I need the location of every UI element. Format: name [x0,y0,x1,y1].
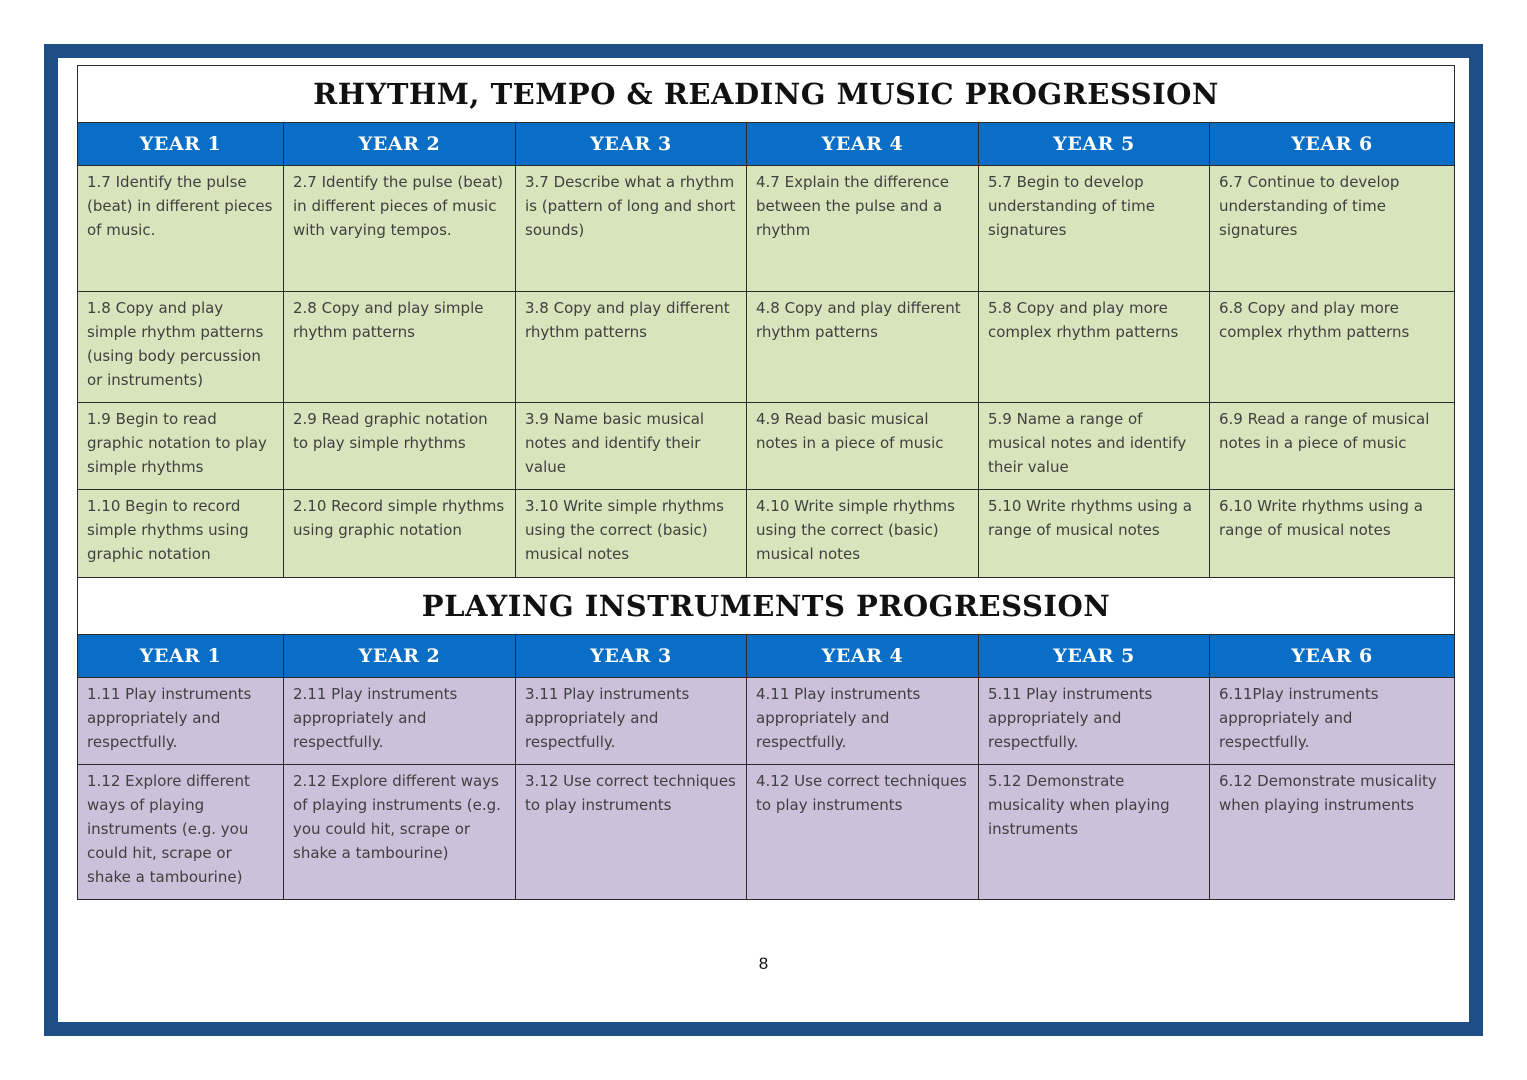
table-cell: 1.8 Copy and play simple rhythm patterns (using body percussion or instruments) [78,292,284,403]
year-header: YEAR 5 [979,123,1210,166]
year-header: YEAR 1 [78,635,284,678]
page-number: 8 [758,954,769,973]
table-cell: 3.12 Use correct techniques to play instruments [516,765,747,900]
table-cell: 1.11 Play instruments appropriately and respectfully. [78,678,284,765]
year-header-row [78,123,1455,166]
table-cell: 2.7 Identify the pulse (beat) in different pieces of music with varying tempos. [284,166,516,292]
table-cell: 4.8 Copy and play different rhythm patterns [747,292,979,403]
table-cell: 5.11 Play instruments appropriately and respectfully. [979,678,1210,765]
table-cell: 2.9 Read graphic notation to play simple rhythms [284,403,516,490]
year-header: YEAR 2 [284,635,516,678]
section-title-row [78,66,1455,123]
year-header: YEAR 4 [747,123,979,166]
table-row [78,490,1455,578]
year-header: YEAR 3 [516,123,747,166]
table-cell: 6.12 Demonstrate musicality when playing instruments [1210,765,1455,900]
year-header: YEAR 6 [1210,635,1455,678]
table-cell: 6.8 Copy and play more complex rhythm patterns [1210,292,1455,403]
table-cell: 4.11 Play instruments appropriately and respectfully. [747,678,979,765]
table-cell: 5.10 Write rhythms using a range of musical notes [979,490,1210,578]
table-cell: 6.11Play instruments appropriately and respectfully. [1210,678,1455,765]
table-cell: 4.9 Read basic musical notes in a piece of music [747,403,979,490]
year-header-row [78,635,1455,678]
table-cell: 2.12 Explore different ways of playing instruments (e.g. you could hit, scrape or shake a tambourine) [284,765,516,900]
table-cell: 6.10 Write rhythms using a range of musical notes [1210,490,1455,578]
table-cell: 6.7 Continue to develop understanding of time signatures [1210,166,1455,292]
table-cell: 1.12 Explore different ways of playing instruments (e.g. you could hit, scrape or shake a tambourine) [78,765,284,900]
table-cell: 1.7 Identify the pulse (beat) in different pieces of music. [78,166,284,292]
table-row [78,403,1455,490]
table-cell: 5.12 Demonstrate musicality when playing instruments [979,765,1210,900]
year-header: YEAR 3 [516,635,747,678]
year-header: YEAR 5 [979,635,1210,678]
table-row [78,166,1455,292]
table-cell: 1.10 Begin to record simple rhythms using graphic notation [78,490,284,578]
table-cell: 1.9 Begin to read graphic notation to play simple rhythms [78,403,284,490]
table-cell: 4.10 Write simple rhythms using the correct (basic) musical notes [747,490,979,578]
year-header: YEAR 6 [1210,123,1455,166]
table-row [78,292,1455,403]
section-title: RHYTHM, TEMPO & READING MUSIC PROGRESSION [78,66,1455,123]
table-cell: 4.12 Use correct techniques to play instruments [747,765,979,900]
table-cell: 3.10 Write simple rhythms using the correct (basic) musical notes [516,490,747,578]
table-cell: 5.7 Begin to develop understanding of time signatures [979,166,1210,292]
progression-table [77,65,1455,900]
table-row [78,678,1455,765]
year-header: YEAR 4 [747,635,979,678]
table-cell: 5.8 Copy and play more complex rhythm patterns [979,292,1210,403]
table-cell: 4.7 Explain the difference between the pulse and a rhythm [747,166,979,292]
table-row [78,765,1455,900]
section-title-row [78,578,1455,635]
table-cell: 3.7 Describe what a rhythm is (pattern of long and short sounds) [516,166,747,292]
table-cell: 2.8 Copy and play simple rhythm patterns [284,292,516,403]
year-header: YEAR 2 [284,123,516,166]
table-cell: 2.11 Play instruments appropriately and respectfully. [284,678,516,765]
table-cell: 5.9 Name a range of musical notes and identify their value [979,403,1210,490]
table-cell: 3.8 Copy and play different rhythm patterns [516,292,747,403]
year-header: YEAR 1 [78,123,284,166]
section-title: PLAYING INSTRUMENTS PROGRESSION [78,578,1455,635]
table-cell: 3.9 Name basic musical notes and identify their value [516,403,747,490]
table-cell: 2.10 Record simple rhythms using graphic notation [284,490,516,578]
table-cell: 6.9 Read a range of musical notes in a piece of music [1210,403,1455,490]
table-cell: 3.11 Play instruments appropriately and respectfully. [516,678,747,765]
